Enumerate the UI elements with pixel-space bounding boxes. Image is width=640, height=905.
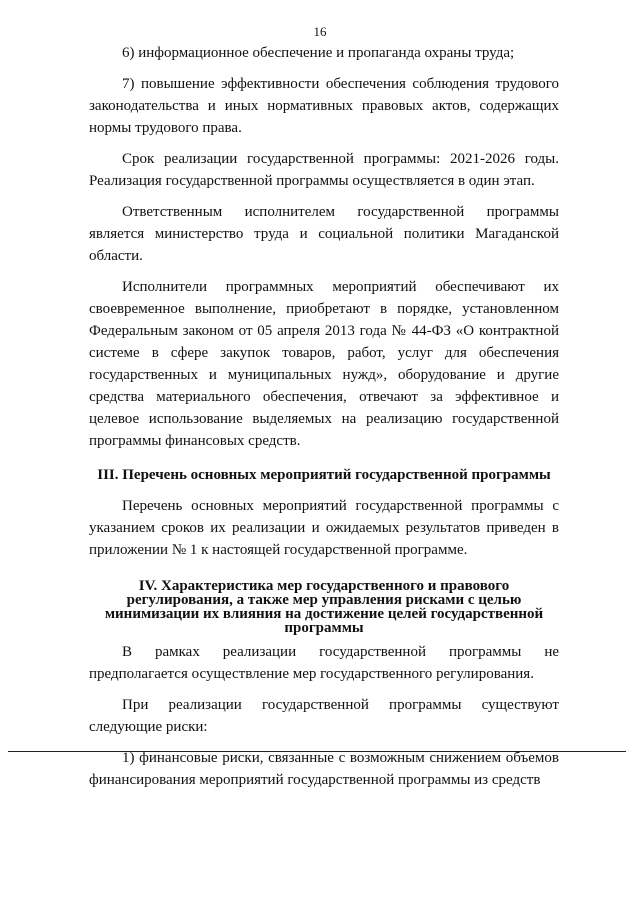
section-heading-3: III. Перечень основных мероприятий государственной программы: [97, 467, 551, 483]
paragraph-regulation: В рамках реализации государственной программы не предполагается осуществление мер государственного регулирования.: [89, 644, 559, 682]
paragraph-activities-list: Перечень основных мероприятий государственной программы с указанием сроков их реализации и ожидаемых результатов приведен в приложении № 1 к настоящей государственной программе.: [89, 498, 559, 558]
paragraph-term: Срок реализации государственной программы: 2021-2026 годы. Реализация государственной программы осуществляется в один этап.: [89, 151, 559, 189]
bottom-rule: [8, 751, 626, 752]
section-heading-4: IV. Характеристика мер государственного и правового регулирования, а также мер управления рисками с целью минимизации их влияния на достижение целей государственной программы: [104, 578, 544, 636]
paragraph-financial-risks: 1) финансовые риски, связанные с возможным снижением объемов финансирования мероприятий государственной программы из средств: [89, 750, 559, 788]
paragraph-risks-intro: При реализации государственной программы существуют следующие риски:: [89, 697, 559, 735]
paragraph-item-6: 6) информационное обеспечение и пропаганда охраны труда;: [122, 45, 515, 61]
page-number: 16: [313, 24, 327, 39]
paragraph-responsible: Ответственным исполнителем государственной программы является министерство труда и социальной политики Магаданской области.: [89, 204, 559, 264]
page-body: [89, 42, 559, 791]
paragraph-executors: Исполнители программных мероприятий обеспечивают их своевременное выполнение, приобретают в порядке, установленном Федеральным законом от 05 апреля 2013 года № 44-ФЗ «О контрактной системе в сфере закупок товаров, работ, услуг для обеспечения государственных и муниципальных нужд», оборудование и другие средства материального обеспечения, отвечают за эффективное и целевое использование выделяемых на реализацию государственной программы финансовых средств.: [89, 279, 559, 449]
paragraph-item-7: 7) повышение эффективности обеспечения соблюдения трудового законодательства и иных нормативных правовых актов, содержащих нормы трудового права.: [89, 76, 559, 136]
